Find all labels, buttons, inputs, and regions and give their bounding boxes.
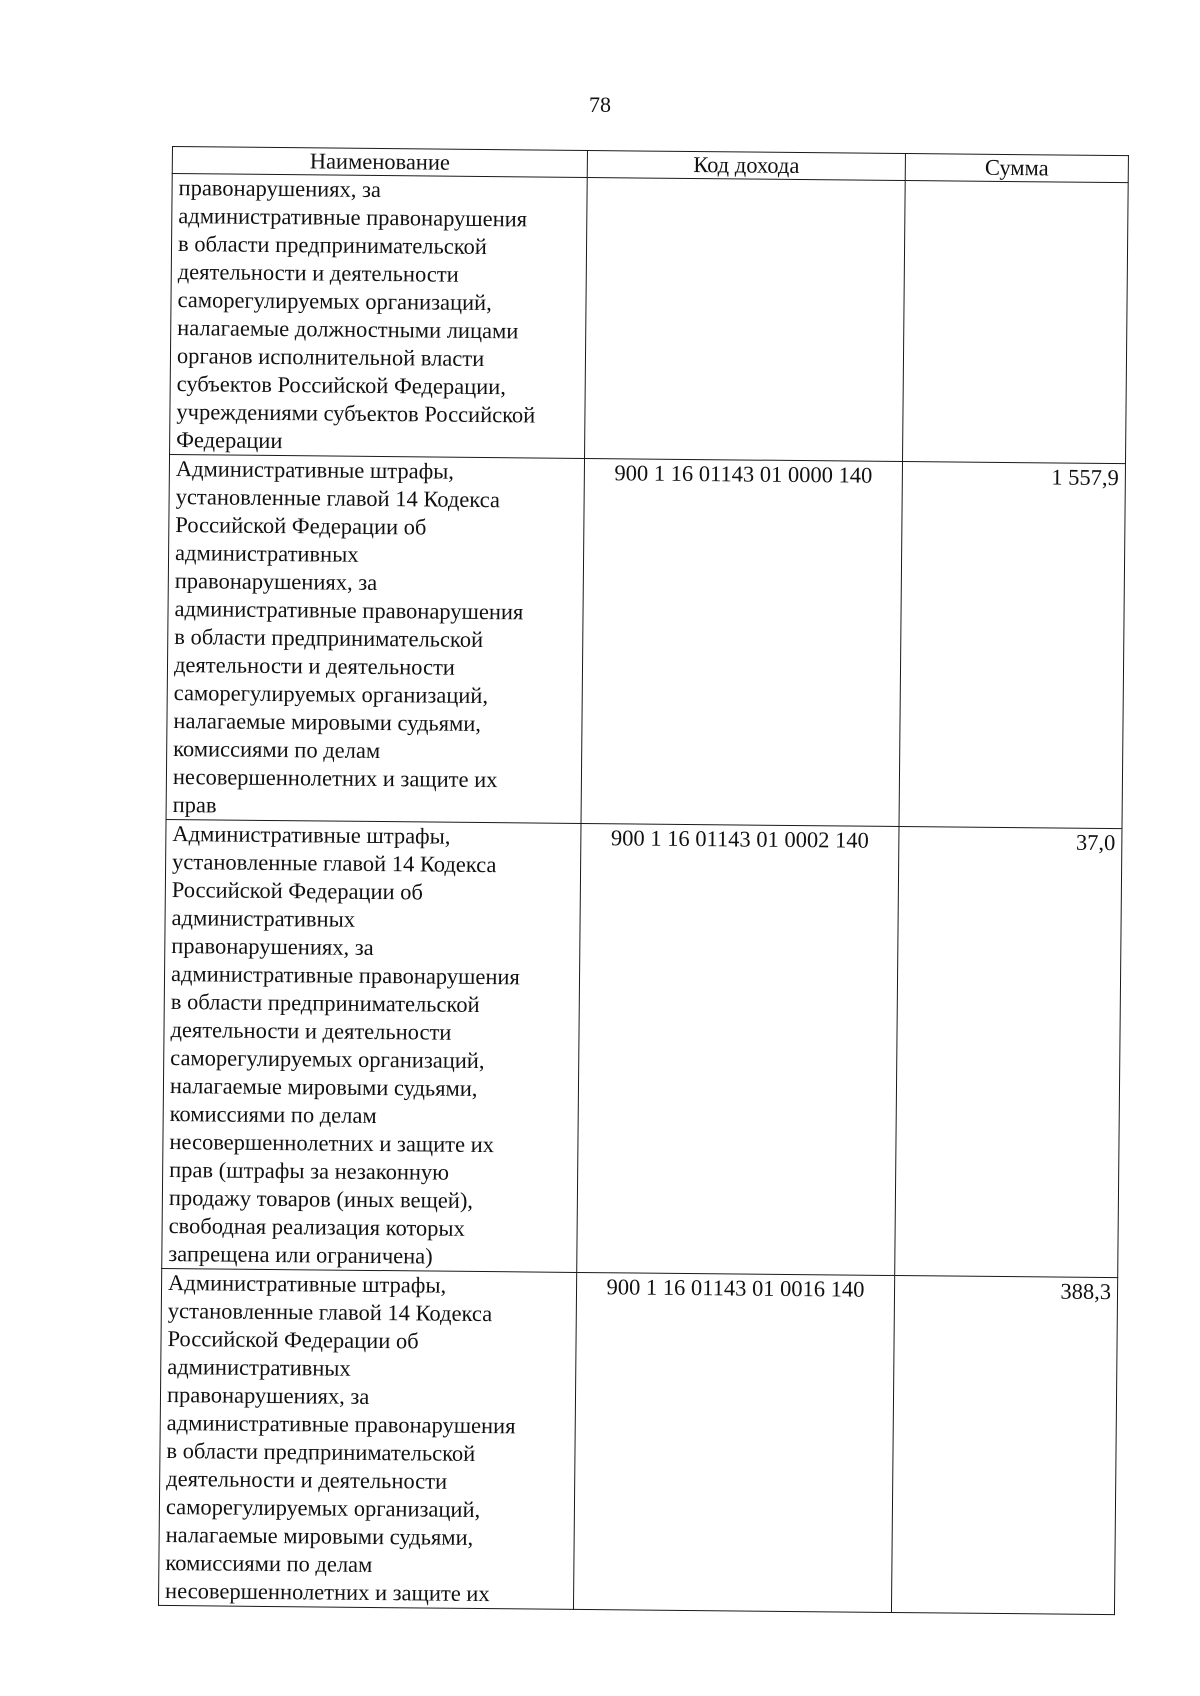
table-body: [158, 174, 1128, 1615]
row-name-cell: правонарушениях, за административные правонарушения в области предпринимательской деятельности и деятельности саморегулируемых организаций, налагаемые должностными лицами органов исполнительной власти субъектов Российской Федерации, учреждениями субъектов Российской Федерации: [170, 174, 588, 459]
header-name: Наименование: [172, 147, 587, 178]
row-code-cell: 900 1 16 01143 01 0000 140: [581, 458, 902, 826]
table-row: [170, 174, 1129, 464]
row-name-cell: Административные штрафы, установленные главой 14 Кодекса Российской Федерации об административных правонарушениях, за административные правонарушения в области предпринимательской деятельности и деятельности саморегулируемых организаций, налагаемые мировыми судьями, комиссиями по делам несовершеннолетних и защите их прав (штрафы за незаконную продажу товаров (иных вещей), свободная реализация которых запрещена или ограничена): [162, 819, 581, 1272]
row-code-cell: 900 1 16 01143 01 0002 140: [577, 823, 899, 1275]
revenue-table: [158, 146, 1129, 1615]
row-name-cell: Административные штрафы, установленные главой 14 Кодекса Российской Федерации об административных правонарушениях, за административные правонарушения в области предпринимательской деятельности и деятельности саморегулируемых организаций, налагаемые мировыми судьями, комиссиями по делам несовершеннолетних и защите их: [158, 1268, 576, 1609]
row-code-cell: 900 1 16 01143 01 0016 140: [573, 1272, 894, 1612]
table-row: [162, 819, 1122, 1277]
header-code: Код дохода: [587, 150, 905, 180]
row-code-cell: [585, 177, 906, 461]
table-row: [166, 454, 1125, 828]
header-sum: Сумма: [905, 154, 1128, 183]
row-name-cell: Административные штрафы, установленные главой 14 Кодекса Российской Федерации об административных правонарушениях, за административные правонарушения в области предпринимательской деятельности и деятельности саморегулируемых организаций, налагаемые мировыми судьями, комиссиями по делам несовершеннолетних и защите их прав: [166, 454, 584, 823]
row-sum-cell: 1 557,9: [899, 462, 1125, 829]
row-sum-cell: 388,3: [891, 1275, 1117, 1614]
page-number: 78: [589, 92, 611, 117]
table-row: [158, 1268, 1117, 1614]
row-sum-cell: [903, 181, 1129, 464]
row-sum-cell: 37,0: [895, 827, 1122, 1278]
